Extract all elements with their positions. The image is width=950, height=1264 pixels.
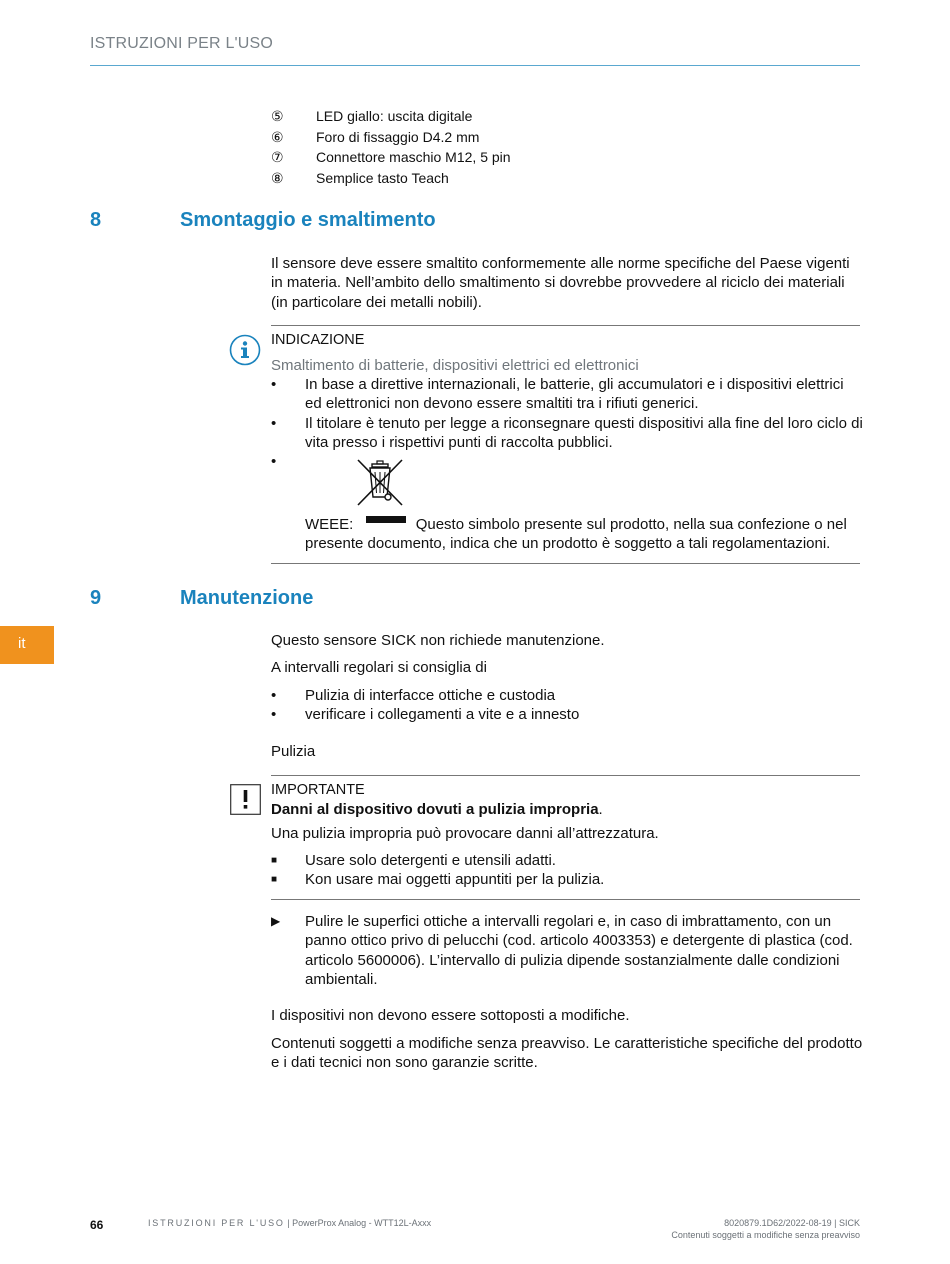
item-number: ⑥ [271, 128, 284, 145]
section-number: 8 [90, 209, 102, 231]
list-item: • In base a direttive internazionali, le batterie, gli accumulatori e i dispositivi elettrici ed elettronici non devono essere smaltiti tra i rifiuti generici. [271, 375, 863, 414]
bullet-text: In base a direttive internazionali, le batterie, gli accumulatori e i dispositivi elettrici ed elettronici non devono essere smaltiti tra i rifiuti generici. [305, 376, 844, 413]
header-divider [90, 65, 860, 66]
list-item: • Il titolare è tenuto per legge a riconsegnare questi dispositivi alla fine del loro ciclo di vita presso i rispettivi punti di raccolta pubblici. [271, 414, 863, 451]
list-item: ■ Kon usare mai oggetti appuntiti per la pulizia. [271, 870, 863, 889]
section-title: Smontaggio e smaltimento [180, 209, 436, 231]
important-heading: IMPORTANTE [271, 782, 365, 798]
closing-text: I dispositivi non devono essere sottoposti a modifiche. [271, 1007, 630, 1024]
bullet-text: Kon usare mai oggetti appuntiti per la pulizia. [305, 871, 605, 889]
important-top-rule [271, 775, 860, 776]
list-item: • Pulizia di interfacce ottiche e custodia [271, 686, 863, 705]
language-tab-label: it [18, 635, 26, 652]
item-text: Foro di fissaggio D4.2 mm [316, 128, 480, 145]
item-number: ⑧ [271, 170, 284, 187]
footer-doc-info [148, 1218, 431, 1228]
action-text: Pulire le superfici ottiche a intervalli regolari e, in caso di imbrattamento, con un panno ottico privo di pelucchi (cod. articolo 4003353) e detergente di plastica (cod. articolo 5600006). L’intervallo di pulizia dipende sostanzialmente dalle condizioni ambientali. [305, 913, 853, 988]
crossed-bin-icon [355, 457, 405, 507]
intro-text: Questo sensore SICK non richiede manutenzione. [271, 632, 605, 649]
important-text: Una pulizia impropria può provocare danni all’attrezzatura. [271, 825, 659, 842]
bullet-text: Il titolare è tenuto per legge a riconsegnare questi dispositivi alla fine del loro ciclo di vita presso i rispettivi punti di raccolta pubblici. [305, 414, 863, 451]
list-item: • [271, 453, 277, 471]
action-step [271, 912, 861, 989]
note-subheading: Smaltimento di batterie, dispositivi elettrici ed elettronici [271, 357, 639, 374]
weee-bar-symbol [366, 516, 406, 523]
bullet-text: Pulizia di interfacce ottiche e custodia [305, 687, 556, 704]
important-bullet-list [271, 851, 863, 890]
subsection-heading: Pulizia [271, 743, 316, 760]
footer-product: | PowerProx Analog - WTT12L-Axxx [287, 1218, 432, 1228]
maintenance-bullet-list [271, 686, 863, 725]
bullet-text: verificare i collegamenti a vite e a innesto [305, 706, 580, 724]
info-icon [229, 334, 261, 366]
important-bottom-rule [271, 899, 860, 900]
footer-right [671, 1217, 860, 1241]
list-item [271, 127, 511, 148]
item-number: ⑤ [271, 108, 284, 124]
list-item: ■ Usare solo detergenti e utensili adatti. [271, 851, 863, 870]
footer-disclaimer: Contenuti soggetti a modifiche senza preavviso [671, 1230, 860, 1240]
list-item [271, 147, 511, 168]
item-text: Connettore maschio M12, 5 pin [316, 149, 511, 166]
footer-doc-id: 8020879.1D62/2022-08-19 | SICK [724, 1218, 860, 1228]
closing-text: Contenuti soggetti a modifiche senza preavviso. Le caratteristiche specifiche del prodotto e i dati tecnici non sono garanzie scritte. [271, 1035, 863, 1072]
item-text: LED giallo: uscita digitale [316, 108, 473, 124]
section-title: Manutenzione [180, 587, 314, 609]
intro-text: A intervalli regolari si consiglia di [271, 659, 487, 676]
important-subheading: Danni al dispositivo dovuti a pulizia impropria. [271, 801, 603, 818]
parts-list [271, 106, 511, 189]
list-item [271, 106, 511, 127]
list-item: • verificare i collegamenti a vite e a innesto [271, 705, 863, 724]
exclamation-icon [230, 784, 260, 814]
list-item [271, 168, 511, 189]
play-arrow-icon: ▶ [271, 914, 281, 928]
note-heading: INDICAZIONE [271, 332, 365, 348]
weee-text: Questo simbolo presente sul prodotto, nella sua confezione o nel presente documento, indica che un prodotto è soggetto a tali regolamentazioni. [305, 516, 847, 553]
item-number: ⑦ [271, 149, 284, 166]
weee-label: WEEE: [305, 516, 354, 533]
language-tab[interactable] [0, 626, 54, 664]
page-number: 66 [90, 1218, 104, 1232]
section-paragraph: Il sensore deve essere smaltito conformemente alle norme specifiche del Paese vigenti in materia. Nell’ambito dello smaltimento si dovrebbe provvedere al riciclo dei materiali (in particolare dei metalli nobili). [271, 255, 850, 311]
section-number: 9 [90, 587, 102, 609]
bullet-text: Usare solo detergenti e utensili adatti. [305, 852, 556, 869]
footer-doc-type: ISTRUZIONI PER L'USO [148, 1218, 285, 1228]
note-bottom-rule [271, 563, 860, 564]
note-top-rule [271, 325, 860, 326]
item-text: Semplice tasto Teach [316, 170, 449, 187]
page-header-title: ISTRUZIONI PER L'USO [90, 35, 274, 52]
weee-paragraph [305, 515, 865, 554]
